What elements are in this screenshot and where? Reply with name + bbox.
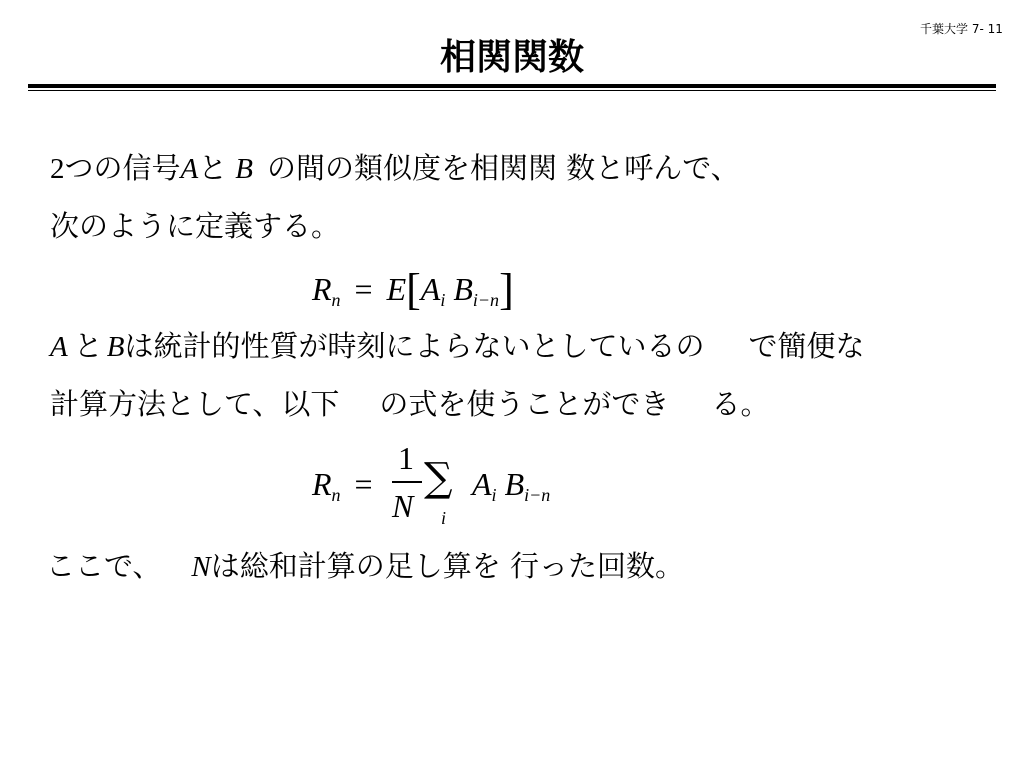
text-segment: は総和計算の足し算を 行った回数。	[210, 549, 684, 583]
formula-left-bracket: [	[406, 265, 421, 314]
summation-index: i	[441, 508, 447, 528]
formula-R-n-lhs	[312, 468, 387, 504]
formula-R: R	[312, 271, 332, 307]
text-segment: は統計的性質が時刻によらないとしているの	[124, 329, 705, 363]
formula-sub-n: n	[331, 290, 341, 310]
formula-sub-i-minus-n: i−n	[472, 290, 500, 310]
text-segment: ここで、	[46, 549, 162, 583]
formula-correlation-definition	[312, 265, 514, 314]
text-segment: つの信号	[64, 151, 181, 185]
formula-summand	[472, 468, 550, 504]
formula-R: R	[312, 466, 332, 502]
text-segment: と	[73, 329, 103, 363]
title-rule-thick	[28, 84, 996, 88]
text-segment: と	[198, 151, 228, 185]
formula-B: B	[453, 271, 473, 307]
formula-equals: =	[354, 271, 373, 307]
formula-E: E	[386, 271, 407, 307]
title-rule-thin	[28, 90, 996, 91]
symbol-N: N	[191, 551, 211, 583]
formula-A: A	[420, 271, 441, 307]
text-segment: る。	[711, 387, 770, 421]
para3-line	[46, 546, 684, 587]
formula-B: B	[504, 466, 525, 502]
para2-line1	[50, 326, 864, 367]
text-segment: の間の類似度を相関関 数と呼んで、	[266, 151, 740, 185]
count-number: 2	[50, 153, 65, 185]
text-segment: 計算方法として、以下	[50, 387, 340, 421]
formula-sub-i: i	[440, 290, 446, 310]
symbol-B: B	[106, 331, 125, 363]
slide-title: 相関関数	[439, 37, 584, 78]
formula-sub-i: i	[491, 485, 497, 505]
summation-sign: ∑	[424, 455, 453, 501]
para2-line2	[50, 384, 769, 424]
formula-sub-n: n	[331, 485, 341, 505]
fraction-denominator: N	[392, 488, 414, 524]
para1-line2: 次のように定義する。	[50, 209, 341, 243]
page-reference: 千葉大学 7- 11	[920, 22, 1003, 36]
fraction-bar	[392, 481, 422, 483]
symbol-A: A	[50, 331, 68, 363]
formula-equals: =	[354, 466, 373, 502]
symbol-A: A	[180, 153, 199, 185]
text-segment: の式を使うことができ	[379, 387, 670, 421]
text-segment: で簡便な	[748, 329, 865, 363]
symbol-B: B	[235, 153, 253, 185]
fraction-numerator: 1	[398, 440, 414, 476]
formula-sub-i-minus-n: i−n	[524, 485, 551, 505]
formula-right-bracket: ]	[499, 265, 514, 314]
formula-A: A	[472, 466, 492, 502]
para1-line1	[50, 148, 740, 189]
